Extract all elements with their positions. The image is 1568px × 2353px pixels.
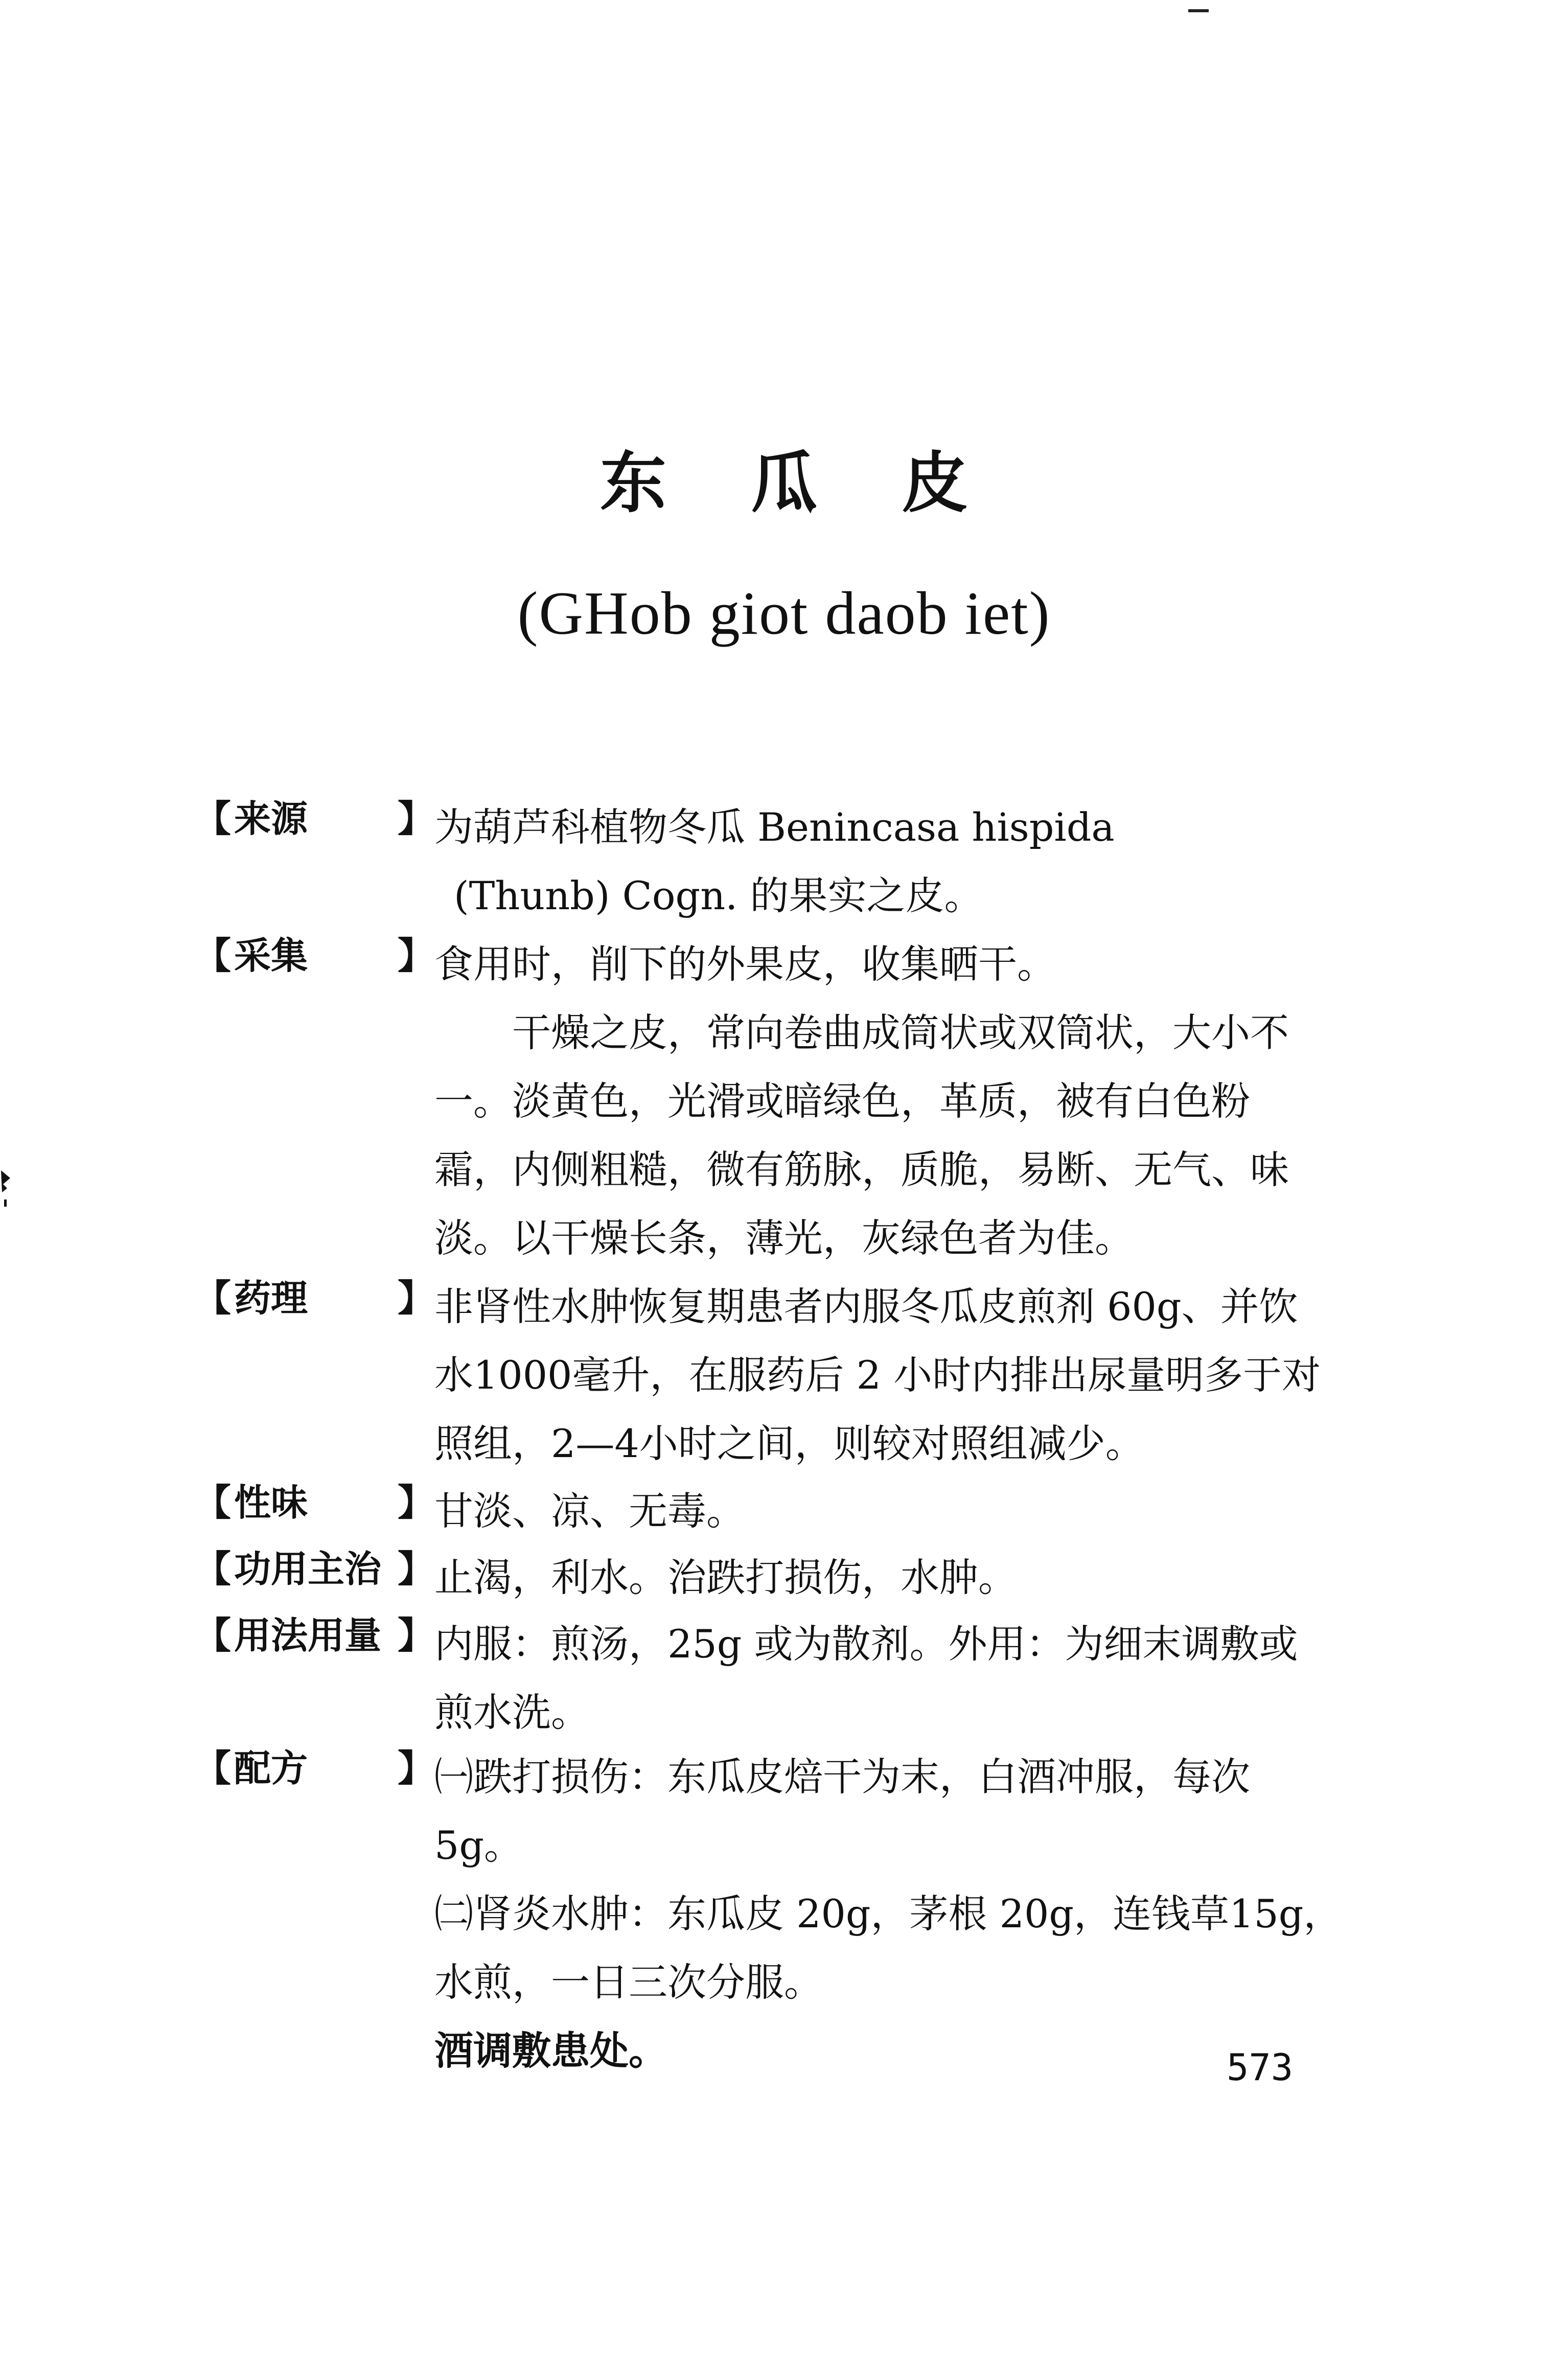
entry-content <box>434 930 1411 1273</box>
page-number: 573 <box>1227 2046 1294 2089</box>
entry-label <box>194 1543 434 1595</box>
content-line: 甘淡、凉、无毒。 <box>434 1488 745 1534</box>
label-bracket-close: 】 <box>397 1277 434 1320</box>
entry-label <box>194 793 434 844</box>
page-title: 东瓜皮 <box>599 444 1052 522</box>
entry-content <box>434 1273 1411 1478</box>
entry-content <box>434 1610 1411 1747</box>
label-bracket-open: 【 <box>194 1277 232 1320</box>
entry-label <box>194 1477 434 1528</box>
page-subtitle: (GHob giot daob iet) <box>517 579 1051 647</box>
label-bracket-open: 【 <box>194 934 232 977</box>
content-line: 照组，2—4小时之间，则较对照组减少。 <box>434 1421 1144 1466</box>
scan-edge-mark <box>0 1168 15 1209</box>
content-line: 煎水洗。 <box>434 1690 590 1735</box>
label-bracket-close: 】 <box>397 934 434 977</box>
label-text: 来源 <box>234 797 308 840</box>
label-bracket-close: 】 <box>397 1481 434 1524</box>
content-line: 一。淡黄色，光滑或暗绿色，革质，被有白色粉 <box>434 1078 1250 1124</box>
label-text: 用法用量 <box>234 1614 382 1657</box>
scan-mark <box>1188 9 1209 12</box>
entry-label <box>194 1610 434 1661</box>
content-line: 水煎，一日三次分服。 <box>434 1959 823 2005</box>
entry-content <box>434 793 1411 930</box>
entry-content <box>434 1743 1411 2085</box>
entry-label <box>194 930 434 981</box>
entry-label <box>194 1273 434 1324</box>
label-bracket-close: 】 <box>397 1747 434 1790</box>
entry-content <box>434 1477 1411 1545</box>
content-line: 酒调敷患处。 <box>434 2028 667 2073</box>
label-bracket-close: 】 <box>397 797 434 840</box>
label-bracket-close: 】 <box>397 1548 434 1590</box>
content-line: 非肾性水肿恢复期患者内服冬瓜皮煎剂 60g、并饮 <box>434 1284 1298 1329</box>
content-line: ㈠跌打损伤：东瓜皮焙干为末，白酒冲服，每次 <box>434 1754 1250 1800</box>
label-bracket-open: 【 <box>194 1747 232 1790</box>
content-line: 5g。 <box>434 1823 523 1868</box>
content-line: 水1000毫升，在服药后 2 小时内排出尿量明多于对 <box>434 1352 1321 1398</box>
label-bracket-close: 】 <box>397 1614 434 1657</box>
content-line: 淡。以干燥长条，薄光，灰绿色者为佳。 <box>434 1215 1134 1261</box>
content-line: 干燥之皮，常向卷曲成筒状或双筒状，大小不 <box>512 1010 1289 1055</box>
label-text: 配方 <box>234 1747 308 1790</box>
entry-label <box>194 1743 434 1794</box>
label-text: 药理 <box>234 1277 308 1320</box>
label-bracket-open: 【 <box>194 797 232 840</box>
content-line: 为葫芦科植物冬瓜 Benincasa hispida <box>434 804 1115 850</box>
content-line: 内服：煎汤，25g 或为散剂。外用：为细末调敷或 <box>434 1621 1298 1667</box>
label-text: 采集 <box>234 934 308 977</box>
content-line: 食用时，削下的外果皮，收集晒干。 <box>434 941 1056 987</box>
label-text: 功用主治 <box>234 1548 382 1590</box>
content-line: ㈡肾炎水肿：东瓜皮 20g，茅根 20g，连钱草15g， <box>434 1891 1343 1936</box>
label-text: 性味 <box>234 1481 308 1524</box>
entry-content <box>434 1543 1411 1612</box>
label-bracket-open: 【 <box>194 1481 232 1524</box>
content-line: 霜，内侧粗糙，微有筋脉，质脆，易断、无气、味 <box>434 1147 1289 1192</box>
label-bracket-open: 【 <box>194 1614 232 1657</box>
label-bracket-open: 【 <box>194 1548 232 1590</box>
content-line: (Thunb) Cogn. 的果实之皮。 <box>454 873 983 918</box>
content-line: 止渴，利水。治跌打损伤，水肿。 <box>434 1555 1017 1600</box>
